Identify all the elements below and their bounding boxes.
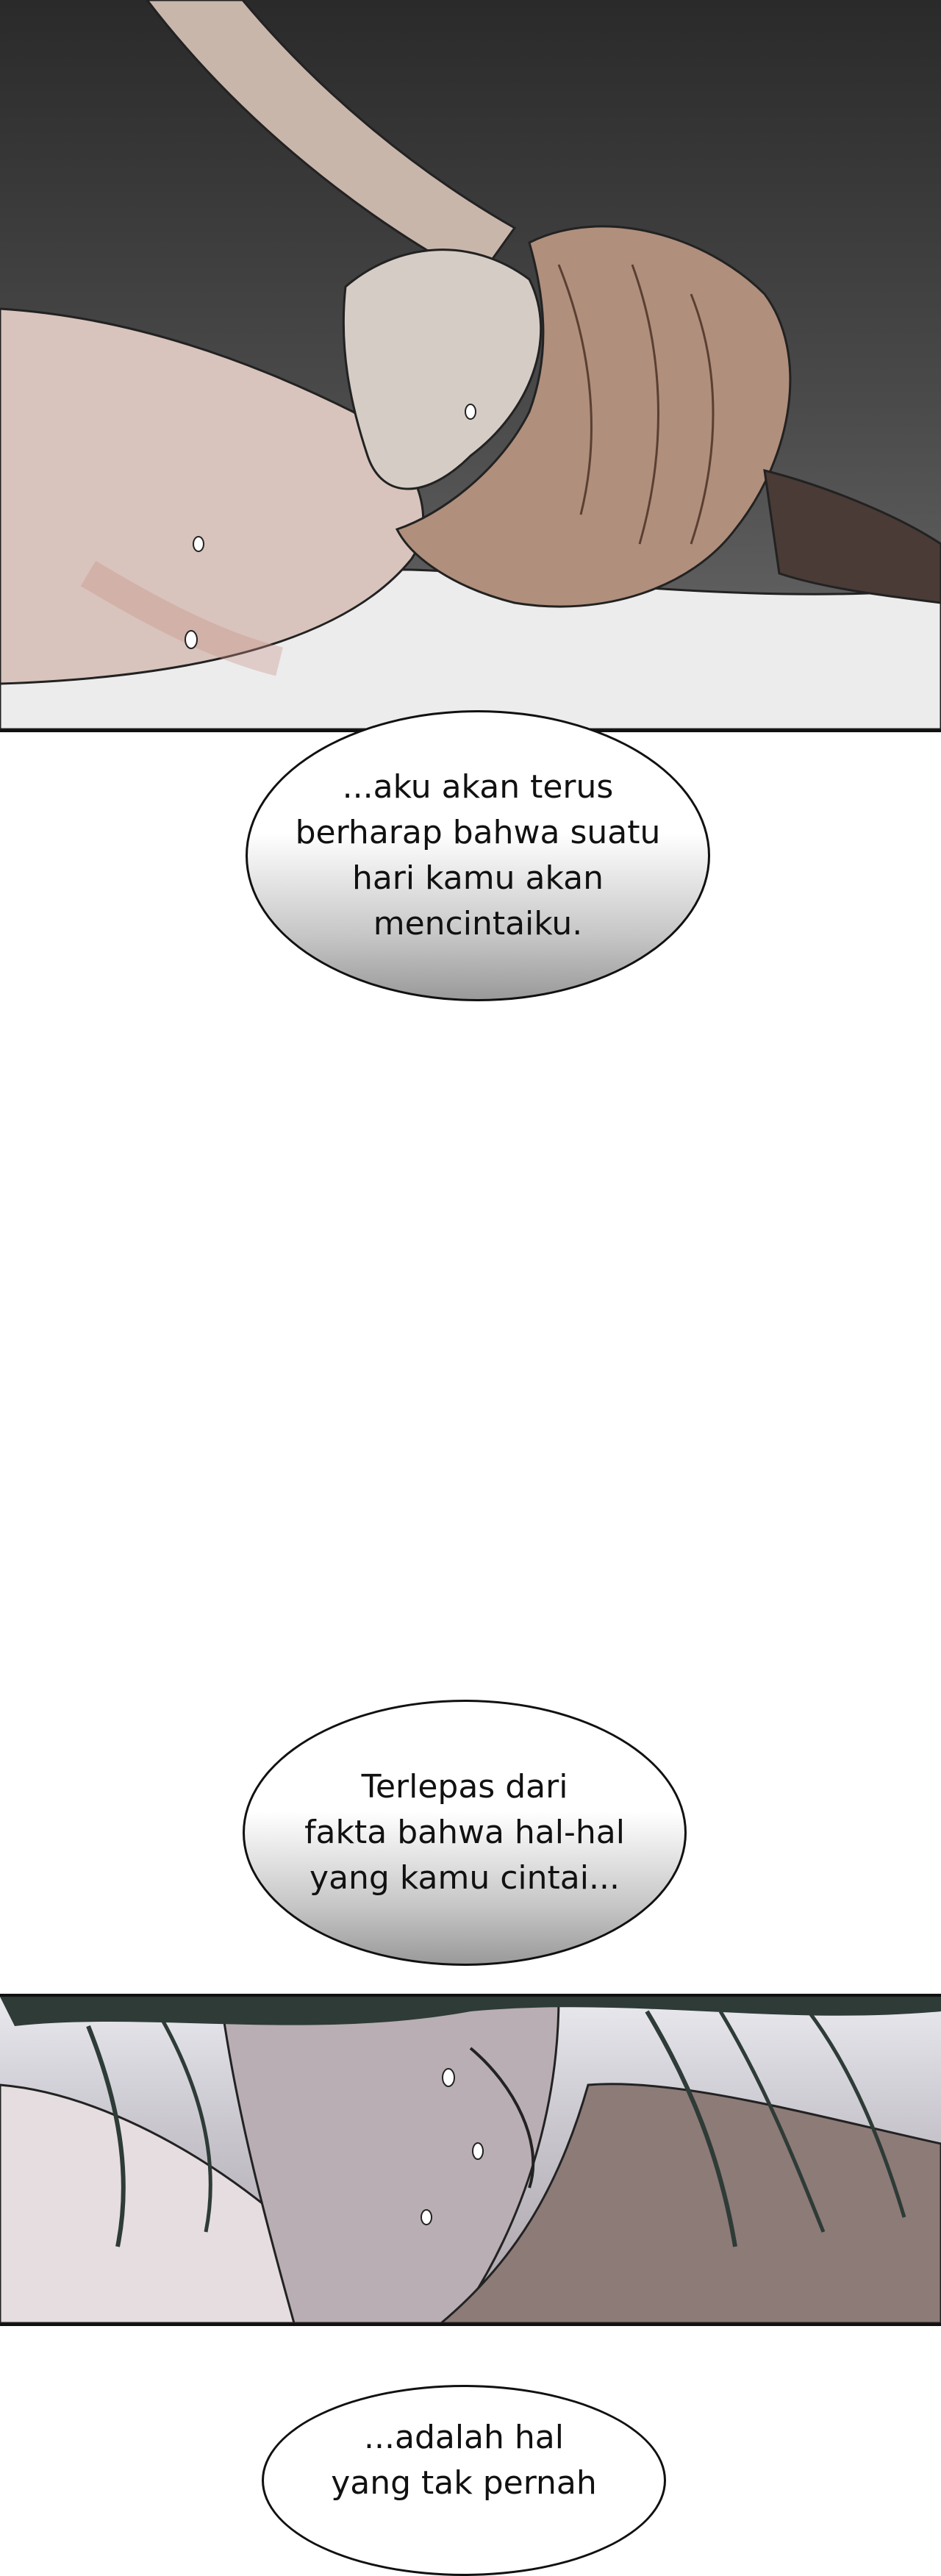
speech-bubble-second: Terlepas dari fakta bahwa hal-hal yang kamu cintai...: [243, 1700, 687, 1966]
illustration-panel-middle: [0, 1994, 941, 2326]
sleeping-figure-illustration: [0, 0, 941, 729]
illustration-panel-top: [0, 0, 941, 732]
speech-bubble-third: ...adalah hal yang tak pernah: [262, 2385, 666, 2576]
speech-bubble-first: ...aku akan terus berharap bahwa suatu hari kamu akan mencintaiku.: [246, 710, 710, 1001]
closeup-face-illustration: [0, 1997, 941, 2323]
